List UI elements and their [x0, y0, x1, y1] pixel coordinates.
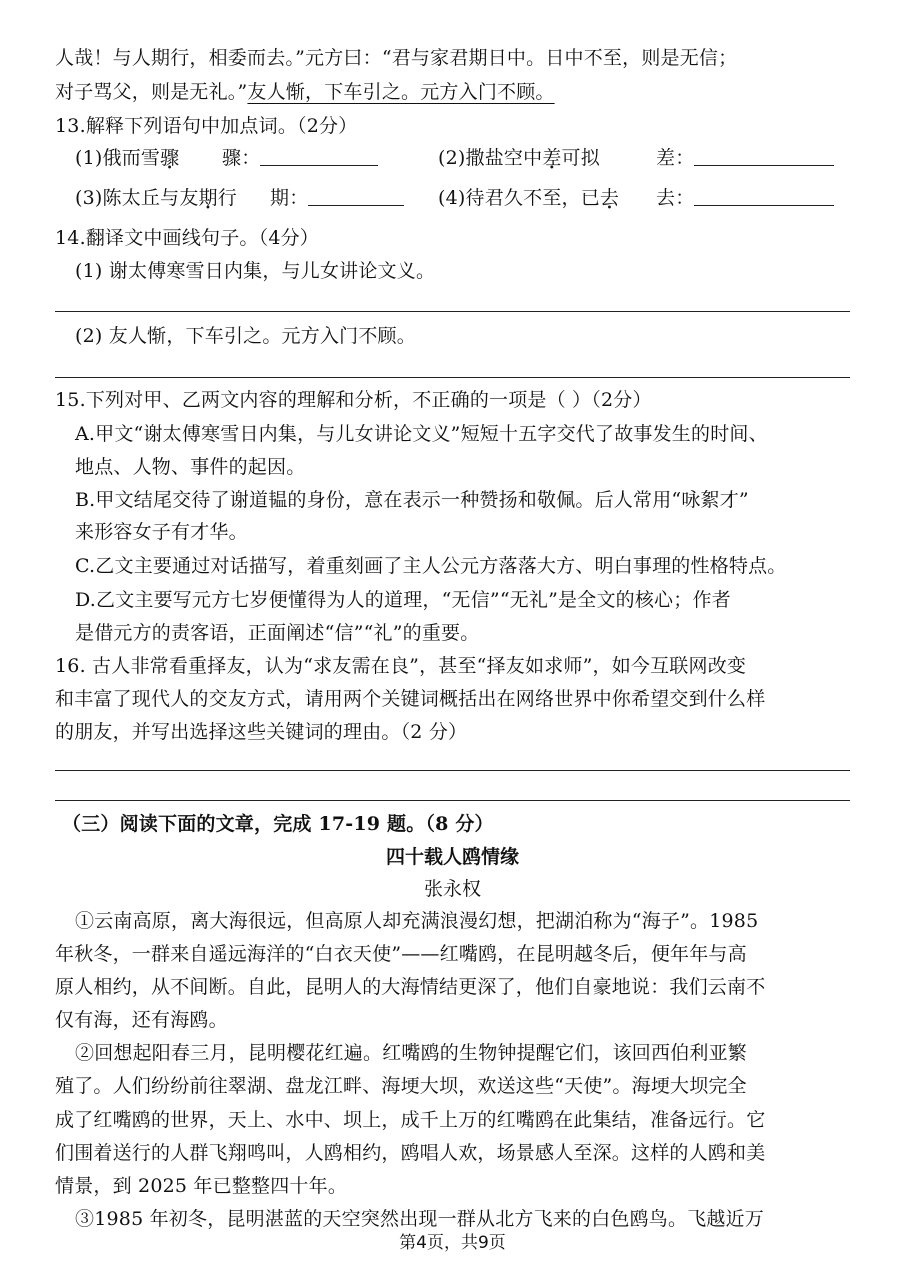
- article-p2-line-1: ②回想起阳春三月，昆明樱花红遍。红嘴鸥的生物钟提醒它们，该回西伯利亚繁: [75, 1042, 748, 1064]
- dotted-word: 期: [198, 187, 218, 209]
- q13-item-4: (4)待君久不至，已去: [438, 187, 620, 209]
- answer-blank[interactable]: [694, 185, 834, 206]
- q13-item-3-answer: 期：: [270, 184, 404, 212]
- answer-line[interactable]: [55, 770, 850, 771]
- underlined-sentence: 友人惭，下车引之。元方入门不顾。: [247, 81, 555, 103]
- q15-title: 15.下列对甲、乙两文内容的理解和分析，不正确的一项是（ ）（2分）: [55, 389, 652, 411]
- q15-option-d: D.乙文主要写元方七岁便懂得为人的道理，“无信”“无礼”是全文的核心；作者: [75, 589, 731, 611]
- q15-option-a-cont: 地点、人物、事件的起因。: [75, 456, 306, 478]
- passage-line-1: 人哉！与人期行，相委而去。”元方曰：“君与家君期日中。日中不至，则是无信；: [55, 47, 738, 69]
- article-p1-line-4: 仅有海，还有海鸥。: [55, 1009, 228, 1031]
- answer-line[interactable]: [55, 377, 850, 378]
- answer-line[interactable]: [55, 311, 850, 312]
- q13-item-2-answer: 差：: [656, 144, 834, 172]
- q15-option-b-cont: 来形容女子有才华。: [75, 521, 248, 543]
- page-number: 第4页，共9页: [399, 1233, 506, 1253]
- answer-blank[interactable]: [694, 145, 834, 166]
- dotted-word: 骤: [160, 147, 180, 169]
- article-author: 张永权: [423, 878, 481, 900]
- q13-title: 13.解释下列语句中加点词。（2分）: [55, 115, 358, 137]
- article-p1-line-3: 原人相约，从不间断。自此，昆明人的大海情结更深了，他们自豪地说：我们云南不: [55, 976, 766, 998]
- article-p2-line-3: 成了红嘴鸥的世界，天上、水中、坝上，成千上万的红嘴鸥在此集结，准备远行。它: [55, 1109, 766, 1131]
- q15-option-a: A.甲文“谢太傅寒雪日内集，与儿女讲论文义”短短十五字交代了故事发生的时间、: [75, 423, 768, 445]
- article-p1-line-1: ①云南高原，离大海很远，但高原人却充满浪漫幻想，把湖泊称为“海子”。1985: [75, 910, 759, 932]
- q14-title: 14.翻译文中画线句子。（4分）: [55, 227, 320, 249]
- q14-sentence-1: (1) 谢太傅寒雪日内集，与儿女讲论文义。: [75, 260, 436, 282]
- article-p1-line-2: 年秋冬，一群来自遥远海洋的“白衣天使”——红嘴鸥，在昆明越冬后，便年年与高: [55, 943, 747, 965]
- answer-blank[interactable]: [308, 185, 404, 206]
- article-p2-line-2: 殖了。人们纷纷前往翠湖、盘龙江畔、海埂大坝，欢送这些“天使”。海埂大坝完全: [55, 1075, 747, 1097]
- article-p3-line-1: ③1985 年初冬，昆明湛蓝的天空突然出现一群从北方飞来的白色鸥鸟。飞越近万: [75, 1208, 764, 1230]
- q13-item-2: (2)撒盐空中差可拟: [438, 147, 600, 169]
- article-title: 四十载人鸥情缘: [385, 846, 519, 868]
- article-p2-line-4: 们围着送行的人群飞翔鸣叫，人鸥相约，鸥唱人欢，场景感人至深。这样的人鸥和美: [55, 1142, 766, 1164]
- q13-item-4-answer: 去：: [656, 184, 834, 212]
- answer-blank[interactable]: [260, 145, 378, 166]
- article-p2-line-5: 情景，到 2025 年已整整四十年。: [55, 1175, 348, 1197]
- q16-line-3: 的朋友，并写出选择这些关键词的理由。（2 分）: [55, 721, 468, 743]
- q13-item-1-answer: 骤：: [222, 144, 378, 172]
- passage-line-2-plain: 对子骂父，则是无礼。”: [55, 81, 248, 103]
- dotted-word: 差: [542, 147, 562, 169]
- q13-item-3: (3)陈太丘与友期行: [75, 187, 237, 209]
- q13-item-1: (1)俄而雪骤: [75, 147, 180, 169]
- q15-option-d-cont: 是借元方的责客语，正面阐述“信”“礼”的重要。: [75, 622, 480, 644]
- q15-option-c: C.乙文主要通过对话描写，着重刻画了主人公元方落落大方、明白事理的性格特点。: [75, 555, 787, 577]
- q14-sentence-2: (2) 友人惭，下车引之。元方入门不顾。: [75, 325, 416, 347]
- answer-line[interactable]: [55, 800, 850, 801]
- q16-line-2: 和丰富了现代人的交友方式，请用两个关键词概括出在网络世界中你希望交到什么样: [55, 688, 766, 710]
- q16-line-1: 16. 古人非常看重择友，认为“求友需在良”，甚至“择友如求师”，如今互联网改变: [55, 655, 747, 677]
- q15-option-b: B.甲文结尾交待了谢道韫的身份，意在表示一种赞扬和敬佩。后人常用“咏絮才”: [75, 489, 749, 511]
- dotted-word: 去: [599, 187, 620, 209]
- passage-line-2: [55, 78, 555, 106]
- section-heading: （三）阅读下面的文章，完成 17-19 题。（8 分）: [62, 813, 494, 835]
